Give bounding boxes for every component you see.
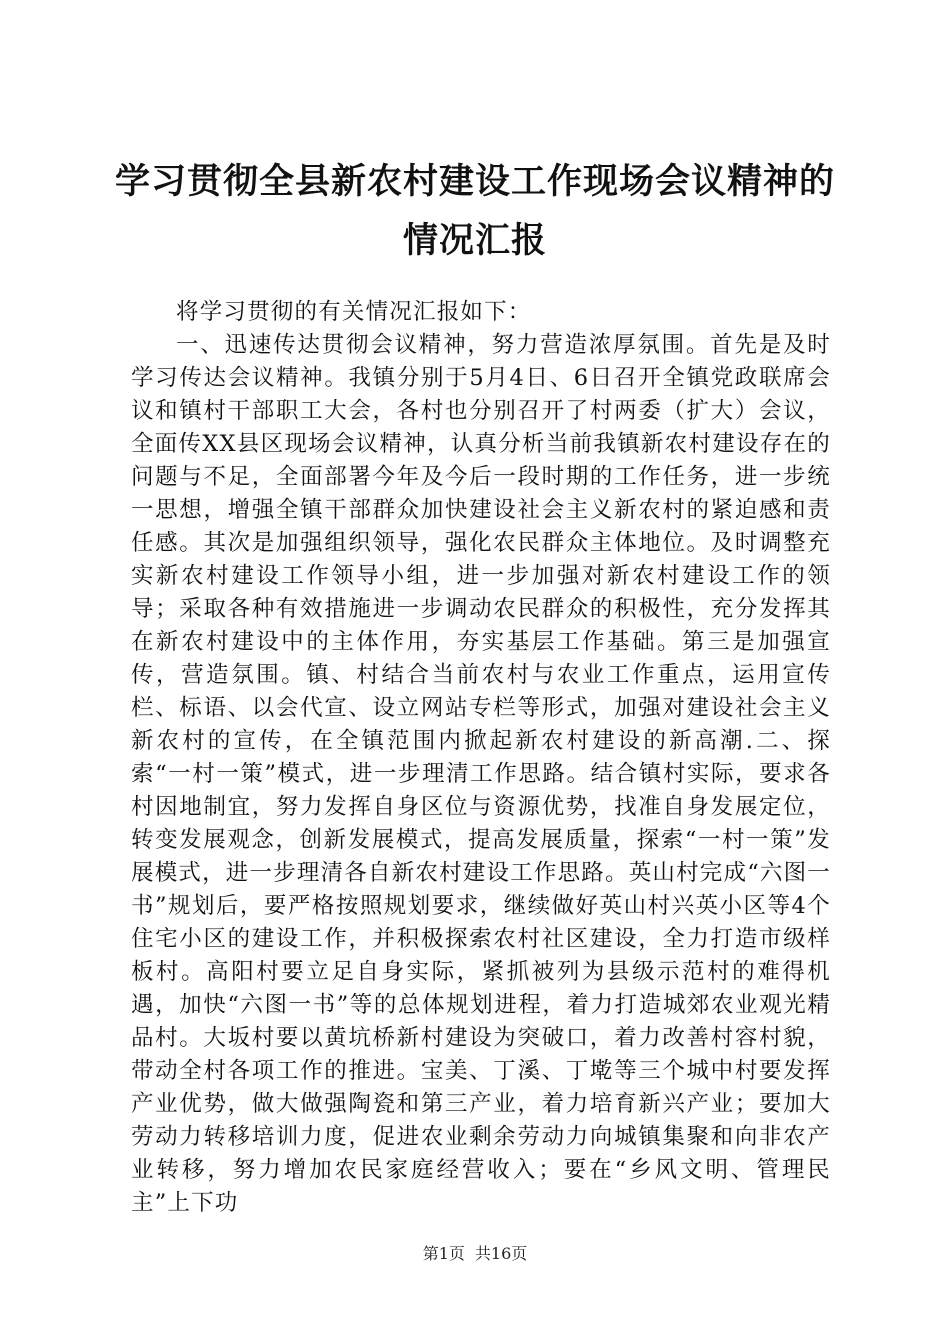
document-title-line-1: 学习贯彻全县新农村建设工作现场会议精神的 bbox=[114, 161, 835, 202]
document-title-line-2: 情况汇报 bbox=[402, 220, 547, 261]
page-number: 第1页 bbox=[422, 1244, 465, 1263]
page-total: 共16页 bbox=[474, 1244, 528, 1263]
main-paragraph: 一、迅速传达贯彻会议精神，努力营造浓厚氛围。首先是及时学习传达会议精神。我镇分别于5月4日、6日召开全镇党政联席会议和镇村干部职工大会，各村也分别召开了村两委（扩大）会议，全面传XX县区现场会议精神，认真分析当前我镇新农村建设存在的问题与不足，全面部署今年及今后一段时期的工作任务，进一步统一思想，增强全镇干部群众加快建设社会主义新农村的紧迫感和责任感。其次是加强组织领导，强化农民群众主体地位。及时调整充实新农村建设工作领导小组，进一步加强对新农村建设工作的领导；采取各种有效措施进一步调动农民群众的积极性，充分发挥其在新农村建设中的主体作用，夯实基层工作基础。第三是加强宣传，营造氛围。镇、村结合当前农村与农业工作重点，运用宣传栏、标语、以会代宣、设立网站专栏等形式，加强对建设社会主义新农村的宣传，在全镇范围内掀起新农村建设的新高潮.二、探索“一村一策”模式，进一步理清工作思路。结合镇村实际，要求各村因地制宜，努力发挥自身区位与资源优势，找准自身发展定位，转变发展观念，创新发展模式，提高发展质量，探索“一村一策”发展模式，进一步理清各自新农村建设工作思路。英山村完成“六图一书”规划后，要严格按照规划要求，继续做好英山村兴英小区等4个住宅小区的建设工作，并积极探索农村社区建设，全力打造市级样板村。高阳村要立足自身实际，紧抓被列为县级示范村的难得机遇，加快“六图一书”等的总体规划进程，着力打造城郊农业观光精品村。大坂村要以黄坑桥新村建设为突破口，着力改善村容村貌，带动全村各项工作的推进。宝美、丁溪、丁墘等三个城中村要发挥产业优势，做大做强陶瓷和第三产业，着力培育新兴产业；要加大劳动力转移培训力度，促进农业剩余劳动力向城镇集聚和向非农产业转移，努力增加农民家庭经营收入；要在“乡风文明、管理民主”上下功 bbox=[131, 332, 832, 1216]
intro-paragraph: 将学习贯彻的有关情况汇报如下： bbox=[176, 299, 532, 325]
document-body bbox=[131, 296, 831, 1220]
page-footer bbox=[0, 1244, 950, 1264]
